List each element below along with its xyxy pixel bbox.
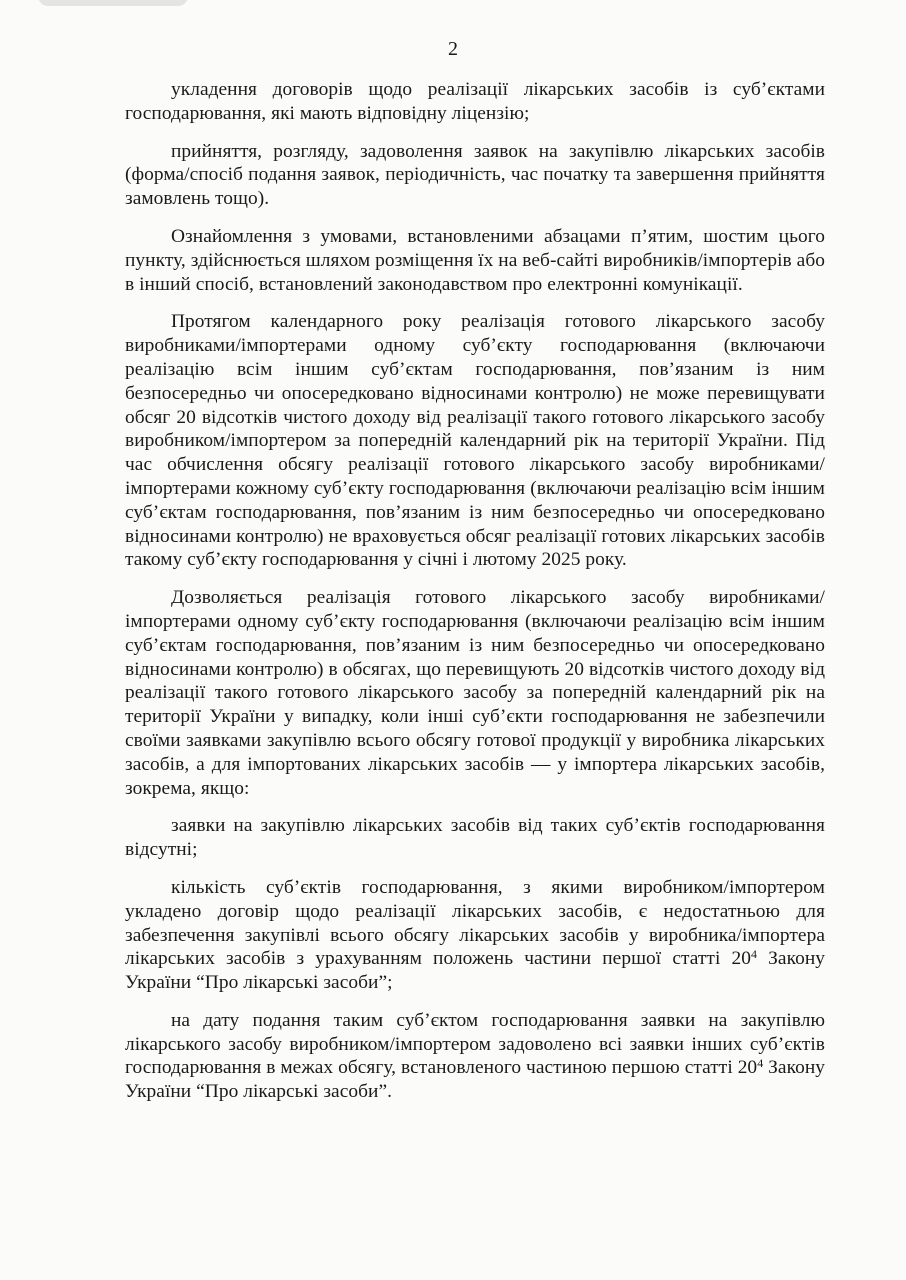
- paragraph-annual-limit: [125, 310, 825, 572]
- superscript: 4: [751, 947, 758, 962]
- paragraph-text: на дату подання таким суб’єктом господарювання заявки на закупівлю лікарського засобу виробником/імпортером задоволено всі заявки інших суб’єктів господарювання в межах обсягу, встановленого частиною першою статті 20: [125, 1009, 825, 1079]
- scan-corner-shadow: [38, 0, 188, 6]
- paragraph-text-continued: Закону України “Про лікарські засоби”.: [125, 1057, 825, 1103]
- paragraph-text-continued: Закону України “Про лікарські засоби”;: [125, 948, 825, 994]
- paragraph-text: кількість суб’єктів господарювання, з якими виробником/імпортером укладено договір щодо реалізації лікарських засобів, є недостатньою для забезпечення закупівлі всього обсягу лікарських засобів у виробника/імпортера лікарських засобів з урахуванням положень частини першої статті 20: [125, 876, 825, 970]
- paragraph-text: заявки на закупівлю лікарських засобів від таких суб’єктів господарювання відсутні;: [125, 815, 825, 861]
- paragraph-contract-conclusion: [125, 78, 825, 126]
- paragraph-orders-satisfied: [125, 1009, 825, 1104]
- paragraph-text: Дозволяється реалізація готового лікарського засобу виробниками/імпортерами одному суб’єкту господарювання (включаючи реалізацію всім іншим суб’єктам господарювання, пов’язаним із ним безпосередньо чи опосередковано відносинами контролю) в обсягах, що перевищують 20 відсотків чистого доходу від реалізації такого готового лікарського засобу за попередній календарний рік на території України у випадку, коли інші суб’єкти господарювання не забезпечили своїми заявками закупівлю всього обсягу готової продукції у виробника лікарських засобів, а для імпортованих лікарських засобів — у імпортера лікарських засобів, зокрема, якщо:: [125, 587, 825, 799]
- paragraph-text: Протягом календарного року реалізація готового лікарського засобу виробниками/імпортерами одному суб’єкту господарювання (включаючи реалізацію всім іншим суб’єктам господарювання, пов’язаним із ним безпосередньо чи опосередковано відносинами контролю) не може перевищувати обсяг 20 відсотків чистого доходу від реалізації такого готового лікарського засобу виробником/імпортером за попередній календарний рік на території України. Під час обчислення обсягу реалізації готового лікарського засобу виробниками/імпортерами кожному суб’єкту господарювання (включаючи реалізацію всім іншим суб’єктам господарювання, пов’язаним із ним безпосередньо чи опосередковано відносинами контролю) не враховується обсяг реалізації готових лікарських засобів такому суб’єкту господарювання у січні і лютому 2025 року.: [125, 311, 825, 571]
- paragraph-insufficient-entities: [125, 876, 825, 995]
- paragraph-exceeding-permission: [125, 586, 825, 800]
- page-number: 2: [448, 38, 458, 60]
- document-body: [125, 78, 825, 1118]
- paragraph-familiarization: [125, 225, 825, 296]
- paragraph-text: Ознайомлення з умовами, встановленими абзацами п’ятим, шостим цього пункту, здійснюється шляхом розміщення їх на веб-сайті виробників/імпортерів або в інший спосіб, встановлений законодавством про електронні комунікації.: [125, 225, 825, 295]
- paragraph-no-orders: [125, 814, 825, 862]
- paragraph-text: прийняття, розгляду, задоволення заявок на закупівлю лікарських засобів (форма/спосіб подання заявок, періодичність, час початку та завершення прийняття замовлень тощо).: [125, 140, 825, 210]
- paragraph-text: укладення договорів щодо реалізації лікарських засобів із суб’єктами господарювання, які мають відповідну ліцензію;: [125, 79, 825, 124]
- paragraph-order-acceptance: [125, 140, 825, 211]
- superscript: 4: [757, 1056, 764, 1071]
